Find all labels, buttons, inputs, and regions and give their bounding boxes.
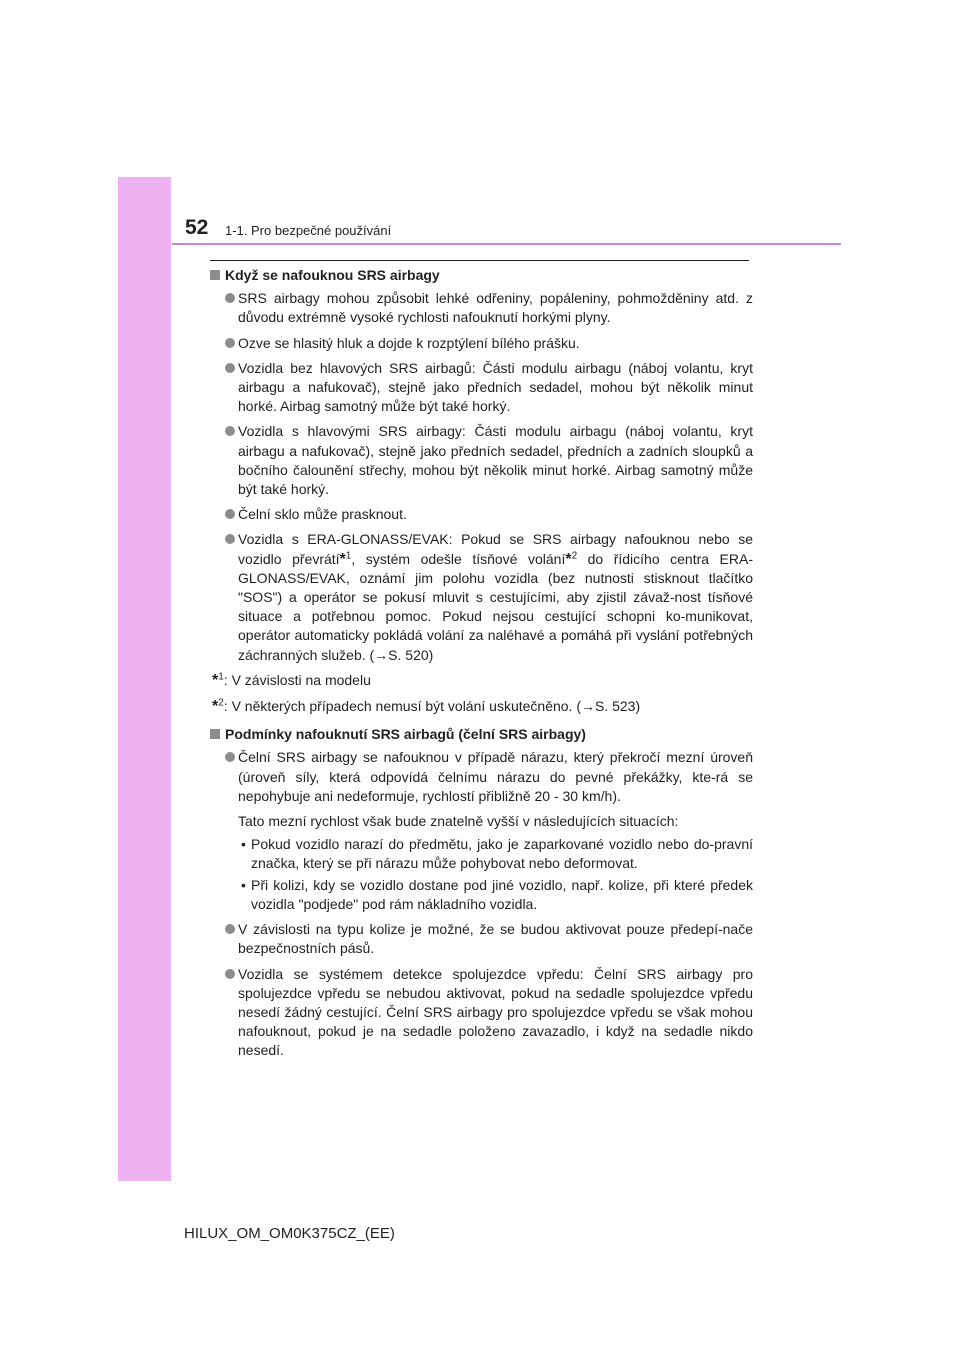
round-bullet-icon <box>225 534 235 544</box>
list-item: Vozidla se systémem detekce spolujezdce vpředu: Čelní SRS airbagy pro spolujezdce vpředu se nebudou aktivovat, pokud na sedadle spolujezdce vpředu nesedí žádný cestující. Čelní SRS airbagy pro spolujezdce vpředu se však mohou nafouknout, pokud je na sedadle položeno zavazadlo, i když na sedadle nikdo nesedí. <box>210 965 753 1061</box>
list-item: Čelní SRS airbagy se nafouknou v případě nárazu, který překročí mezní úroveň (úroveň síly, která odpovídá čelnímu nárazu do pevné překážky, kte-rá se nepohybuje ani nedeformuje, rychlostí přibližně 20 - 30 km/h). <box>210 748 753 806</box>
sub-list-item: • Pokud vozidlo narazí do předmětu, jako je zaparkované vozidlo nebo do-pravní značka, který se při nárazu může pohybovat nebo deformovat. <box>241 836 753 872</box>
round-bullet-icon <box>225 924 235 934</box>
header-divider <box>172 243 841 245</box>
list-item: SRS airbagy mohou způsobit lehké odřeniny, popáleniny, pohmožděniny atd. z důvodu extrémně vysoké rychlosti nafouknutí horkými plyny. <box>210 289 753 327</box>
round-bullet-icon <box>225 969 235 979</box>
round-bullet-icon <box>225 338 235 348</box>
page-content <box>210 266 753 1067</box>
round-bullet-icon <box>225 363 235 373</box>
square-bullet-icon <box>210 270 220 280</box>
round-bullet-icon <box>225 752 235 762</box>
section-divider <box>210 260 749 261</box>
small-bullet-icon: • <box>241 876 246 893</box>
chapter-sidebar-tab <box>118 177 171 1181</box>
footnote-1: *$^1$: V závislosti na modelu <box>212 671 371 689</box>
section-heading-airbag-deploy: Když se nafouknou SRS airbagy <box>210 266 753 285</box>
small-bullet-icon: • <box>241 836 246 853</box>
round-bullet-icon <box>225 293 235 303</box>
paragraph: Tato mezní rychlost však bude znatelně vyšší v následujících situacích: <box>238 813 679 830</box>
list-item: Ozve se hlasitý hluk a dojde k rozptýlení bílého prášku. <box>210 334 753 353</box>
square-bullet-icon <box>210 729 220 739</box>
round-bullet-icon <box>225 426 235 436</box>
section-heading-deploy-conditions: Podmínky nafouknutí SRS airbagů (čelní SRS airbagy) <box>210 725 753 744</box>
footnote-2: *$^2$: V některých případech nemusí být volání uskutečněno. (→S. 523) <box>212 697 641 716</box>
sub-list-item: • Při kolizi, kdy se vozidlo dostane pod jiné vozidlo, např. kolize, při které předek vozidla "podjede" pod rám nákladního vozidla. <box>241 876 753 912</box>
document-code: HILUX_OM_OM0K375CZ_(EE) <box>184 1225 395 1242</box>
list-item-era-glonass: Vozidla s ERA-GLONASS/EVAK: Pokud se SRS airbagy nafouknou nebo se vozidlo převrátí*$^1$, systém odešle tísňové volání*$^2$ do řídicího centra ERA-GLONASS/EVAK, oznámí jim polohu vozidla (bez nutnosti stisknout tlačítko "SOS") a operátor se pokusí mluvit s cestujícími, aby zjistil závaž-nost tísňové situace a potřebnou pomoc. Pokud nejsou cestující schopni ko-munikovat, operátor automaticky pokládá volání za naléhavé a pomáhá při vyslání potřebných záchranných služeb. (→S. 520) <box>210 530 753 664</box>
list-item: Čelní sklo může prasknout. <box>210 505 753 524</box>
list-item: Vozidla s hlavovými SRS airbagy: Části modulu airbagu (náboj volantu, kryt airbagu a nafukovač), stejně jako předních sedadel, předních a zadních sloupků a bočního čalounění střechy, mohou být několik minut horké. Airbag samotný může být také horký. <box>210 422 753 499</box>
chapter-title: 1-1. Pro bezpečné používání <box>225 223 392 238</box>
page-number: 52 <box>185 216 209 239</box>
list-item: Vozidla bez hlavových SRS airbagů: Části modulu airbagu (náboj volantu, kryt airbagu a nafukovač), stejně jako předních sedadel, mohou být několik minut horké. Airbag samotný může být také horký. <box>210 359 753 417</box>
round-bullet-icon <box>225 509 235 519</box>
list-item: V závislosti na typu kolize je možné, že se budou aktivovat pouze předepí-nače bezpečnostních pásů. <box>210 920 753 958</box>
